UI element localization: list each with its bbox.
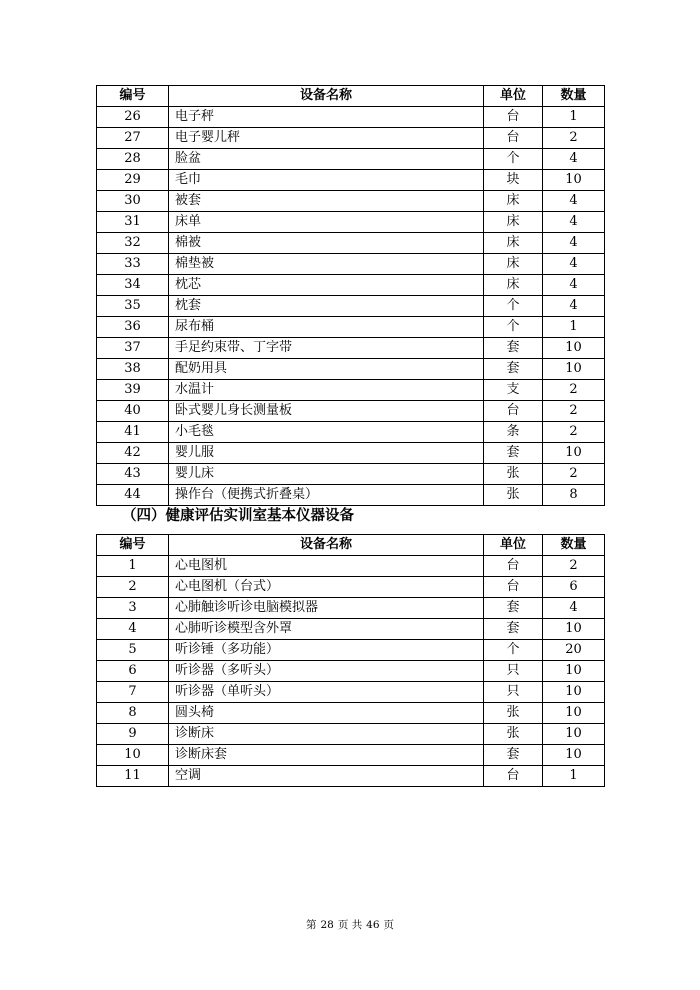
cell-unit: 个: [484, 296, 543, 317]
table-row: [97, 275, 605, 296]
current-page-number: 28: [320, 919, 334, 931]
table-row: [97, 170, 605, 191]
table-row: [97, 149, 605, 170]
cell-quantity: 4: [543, 191, 605, 212]
cell-quantity: 20: [543, 640, 605, 661]
cell-number: 36: [97, 317, 169, 338]
cell-quantity: 10: [543, 682, 605, 703]
cell-equipment-name: 棉垫被: [169, 254, 484, 275]
cell-equipment-name: 心肺听诊模型含外罩: [169, 619, 484, 640]
cell-equipment-name: 卧式婴儿身长测量板: [169, 401, 484, 422]
header-unit: 单位: [484, 86, 543, 107]
cell-number: 9: [97, 724, 169, 745]
cell-number: 41: [97, 422, 169, 443]
cell-number: 5: [97, 640, 169, 661]
table-row: [97, 296, 605, 317]
table-row: [97, 556, 605, 577]
cell-equipment-name: 电子秤: [169, 107, 484, 128]
cell-number: 31: [97, 212, 169, 233]
cell-unit: 个: [484, 640, 543, 661]
cell-unit: 床: [484, 275, 543, 296]
cell-equipment-name: 诊断床: [169, 724, 484, 745]
cell-quantity: 2: [543, 380, 605, 401]
cell-unit: 只: [484, 682, 543, 703]
cell-equipment-name: 电子婴儿秤: [169, 128, 484, 149]
table-row: [97, 577, 605, 598]
cell-equipment-name: 棉被: [169, 233, 484, 254]
table-row: [97, 661, 605, 682]
cell-equipment-name: 枕套: [169, 296, 484, 317]
cell-quantity: 10: [543, 724, 605, 745]
cell-unit: 套: [484, 359, 543, 380]
cell-quantity: 6: [543, 577, 605, 598]
cell-equipment-name: 枕芯: [169, 275, 484, 296]
cell-quantity: 10: [543, 338, 605, 359]
footer-suffix: 页: [383, 919, 395, 931]
cell-number: 10: [97, 745, 169, 766]
footer-middle: 页 共: [337, 919, 363, 931]
cell-equipment-name: 配奶用具: [169, 359, 484, 380]
cell-equipment-name: 脸盆: [169, 149, 484, 170]
cell-unit: 台: [484, 766, 543, 787]
cell-unit: 台: [484, 107, 543, 128]
header-number: 编号: [97, 86, 169, 107]
table-row: [97, 380, 605, 401]
table-row: [97, 682, 605, 703]
cell-unit: 块: [484, 170, 543, 191]
cell-quantity: 4: [543, 296, 605, 317]
cell-equipment-name: 听诊器（单听头）: [169, 682, 484, 703]
cell-quantity: 4: [543, 275, 605, 296]
cell-equipment-name: 被套: [169, 191, 484, 212]
cell-unit: 个: [484, 317, 543, 338]
cell-equipment-name: 心电图机（台式）: [169, 577, 484, 598]
table-row: [97, 107, 605, 128]
table-row: [97, 338, 605, 359]
section-title: （四）健康评估实训室基本仪器设备: [122, 508, 354, 524]
cell-number: 4: [97, 619, 169, 640]
table-row: [97, 766, 605, 787]
cell-number: 43: [97, 464, 169, 485]
cell-number: 42: [97, 443, 169, 464]
cell-equipment-name: 心肺触诊听诊电脑模拟器: [169, 598, 484, 619]
cell-unit: 套: [484, 338, 543, 359]
cell-equipment-name: 毛巾: [169, 170, 484, 191]
cell-equipment-name: 婴儿服: [169, 443, 484, 464]
table-row: [97, 401, 605, 422]
cell-number: 35: [97, 296, 169, 317]
cell-quantity: 1: [543, 766, 605, 787]
cell-quantity: 8: [543, 485, 605, 506]
header-equipment-name: 设备名称: [169, 86, 484, 107]
cell-unit: 床: [484, 191, 543, 212]
header-equipment-name: 设备名称: [169, 535, 484, 556]
cell-equipment-name: 操作台（便携式折叠桌）: [169, 485, 484, 506]
table-row: [97, 619, 605, 640]
cell-equipment-name: 听诊器（多听头）: [169, 661, 484, 682]
cell-number: 32: [97, 233, 169, 254]
table-header-row: [97, 535, 605, 556]
cell-unit: 支: [484, 380, 543, 401]
cell-equipment-name: 心电图机: [169, 556, 484, 577]
cell-unit: 床: [484, 233, 543, 254]
cell-unit: 张: [484, 464, 543, 485]
cell-unit: 只: [484, 661, 543, 682]
cell-unit: 张: [484, 485, 543, 506]
cell-number: 2: [97, 577, 169, 598]
cell-number: 40: [97, 401, 169, 422]
table-row: [97, 422, 605, 443]
cell-unit: 台: [484, 128, 543, 149]
total-pages-number: 46: [366, 919, 380, 931]
cell-number: 38: [97, 359, 169, 380]
cell-quantity: 4: [543, 149, 605, 170]
equipment-table-2: [96, 534, 605, 787]
cell-quantity: 1: [543, 107, 605, 128]
cell-unit: 套: [484, 598, 543, 619]
table-row: [97, 443, 605, 464]
cell-equipment-name: 床单: [169, 212, 484, 233]
cell-equipment-name: 手足约束带、丁字带: [169, 338, 484, 359]
table-row: [97, 703, 605, 724]
equipment-table-1: [96, 85, 605, 506]
cell-number: 33: [97, 254, 169, 275]
cell-unit: 个: [484, 149, 543, 170]
cell-number: 6: [97, 661, 169, 682]
cell-equipment-name: 诊断床套: [169, 745, 484, 766]
cell-unit: 床: [484, 212, 543, 233]
cell-unit: 张: [484, 724, 543, 745]
cell-equipment-name: 空调: [169, 766, 484, 787]
cell-number: 1: [97, 556, 169, 577]
cell-number: 39: [97, 380, 169, 401]
cell-unit: 台: [484, 401, 543, 422]
cell-quantity: 10: [543, 703, 605, 724]
cell-quantity: 2: [543, 464, 605, 485]
cell-quantity: 10: [543, 443, 605, 464]
cell-unit: 张: [484, 703, 543, 724]
cell-number: 44: [97, 485, 169, 506]
cell-quantity: 10: [543, 745, 605, 766]
footer-prefix: 第: [305, 919, 317, 931]
table-row: [97, 212, 605, 233]
cell-unit: 台: [484, 556, 543, 577]
cell-quantity: 1: [543, 317, 605, 338]
header-quantity: 数量: [543, 535, 605, 556]
header-unit: 单位: [484, 535, 543, 556]
table-row: [97, 317, 605, 338]
table-row: [97, 359, 605, 380]
cell-equipment-name: 圆头椅: [169, 703, 484, 724]
cell-quantity: 4: [543, 212, 605, 233]
page-footer: [0, 917, 700, 932]
cell-quantity: 4: [543, 598, 605, 619]
cell-quantity: 10: [543, 661, 605, 682]
table-row: [97, 254, 605, 275]
cell-number: 29: [97, 170, 169, 191]
cell-quantity: 4: [543, 254, 605, 275]
cell-equipment-name: 尿布桶: [169, 317, 484, 338]
header-number: 编号: [97, 535, 169, 556]
cell-number: 34: [97, 275, 169, 296]
cell-unit: 套: [484, 443, 543, 464]
cell-equipment-name: 水温计: [169, 380, 484, 401]
cell-quantity: 4: [543, 233, 605, 254]
cell-equipment-name: 小毛毯: [169, 422, 484, 443]
cell-number: 8: [97, 703, 169, 724]
cell-unit: 床: [484, 254, 543, 275]
cell-quantity: 2: [543, 556, 605, 577]
cell-quantity: 10: [543, 619, 605, 640]
cell-number: 3: [97, 598, 169, 619]
cell-number: 28: [97, 149, 169, 170]
table-row: [97, 724, 605, 745]
table-row: [97, 233, 605, 254]
table-row: [97, 191, 605, 212]
cell-equipment-name: 听诊锤（多功能）: [169, 640, 484, 661]
cell-number: 26: [97, 107, 169, 128]
table-row: [97, 640, 605, 661]
cell-quantity: 2: [543, 128, 605, 149]
cell-quantity: 10: [543, 170, 605, 191]
cell-number: 27: [97, 128, 169, 149]
cell-unit: 条: [484, 422, 543, 443]
cell-number: 30: [97, 191, 169, 212]
cell-equipment-name: 婴儿床: [169, 464, 484, 485]
cell-unit: 套: [484, 619, 543, 640]
header-quantity: 数量: [543, 86, 605, 107]
table-row: [97, 464, 605, 485]
table-row: [97, 598, 605, 619]
cell-unit: 台: [484, 577, 543, 598]
cell-quantity: 2: [543, 422, 605, 443]
cell-number: 11: [97, 766, 169, 787]
cell-number: 37: [97, 338, 169, 359]
table-row: [97, 128, 605, 149]
table-header-row: [97, 86, 605, 107]
cell-quantity: 2: [543, 401, 605, 422]
table-row: [97, 745, 605, 766]
cell-quantity: 10: [543, 359, 605, 380]
cell-unit: 套: [484, 745, 543, 766]
cell-number: 7: [97, 682, 169, 703]
